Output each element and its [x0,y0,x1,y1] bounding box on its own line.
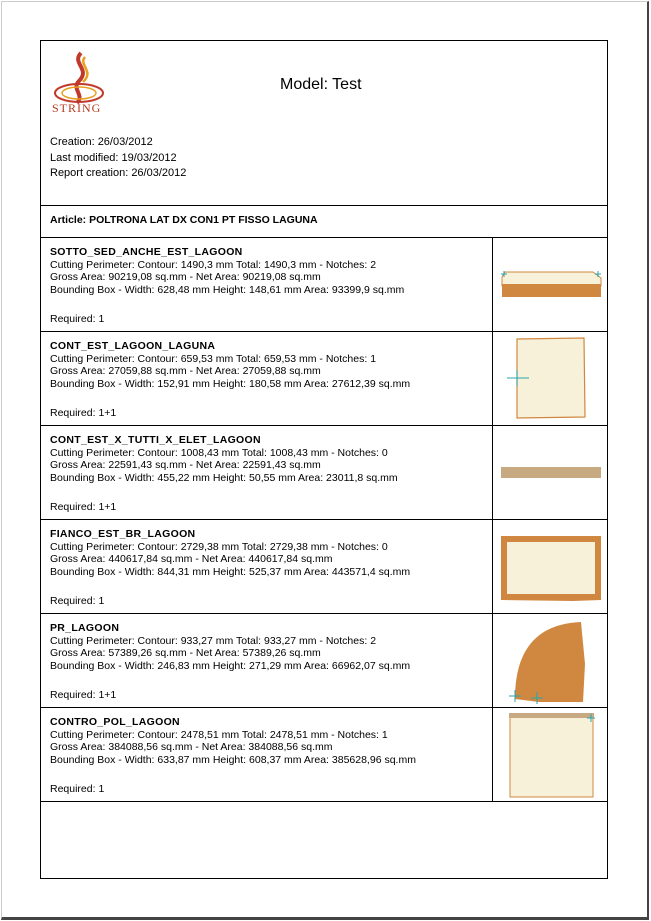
piece-row [41,708,607,802]
required-quantity: Required: 1+1 [50,407,117,419]
logo-wordmark: STRING [52,101,102,115]
piece-info [50,340,480,390]
piece-name: CONTRO_POL_LAGOON [50,716,180,728]
piece-shape-icon [493,708,609,802]
piece-name: CONT_EST_X_TUTTI_X_ELET_LAGOON [50,434,261,446]
last-modified-date: Last modified: 19/03/2012 [50,151,177,164]
bounding-box: Bounding Box - Width: 455,22 mm Height: 50,55 mm Area: 23011,8 sq.mm [50,471,398,484]
gross-area: Gross Area: 57389,26 sq.mm - Net Area: 57389,26 sq.mm [50,647,321,660]
piece-list [41,238,607,802]
cutting-perimeter: Cutting Perimeter: Contour: 933,27 mm Total: 933,27 mm - Notches: 2 [50,635,377,648]
piece-row [41,614,607,708]
piece-shape-icon [493,238,609,332]
piece-thumbnail [492,426,608,519]
report-header [41,41,607,206]
piece-shape-icon [493,426,609,520]
cutting-perimeter: Cutting Perimeter: Contour: 2729,38 mm Total: 2729,38 mm - Notches: 0 [50,541,388,554]
piece-thumbnail [492,708,608,801]
required-quantity: Required: 1+1 [50,501,117,513]
cutting-perimeter: Cutting Perimeter: Contour: 1008,43 mm Total: 1008,43 mm - Notches: 0 [50,447,388,460]
gross-area: Gross Area: 440617,84 sq.mm - Net Area: 440617,84 sq.mm [50,553,333,566]
piece-shape-icon [493,332,609,426]
piece-thumbnail [492,332,608,425]
piece-info [50,246,480,296]
gross-area: Gross Area: 384088,56 sq.mm - Net Area: 384088,56 sq.mm [50,741,333,754]
piece-name: CONT_EST_LAGOON_LAGUNA [50,340,216,352]
piece-row [41,332,607,426]
piece-info [50,434,480,484]
report-dates [50,135,186,182]
report-creation-date: Report creation: 26/03/2012 [50,167,187,179]
piece-name: PR_LAGOON [50,622,120,634]
gross-area: Gross Area: 90219,08 sq.mm - Net Area: 90219,08 sq.mm [50,271,321,284]
required-quantity: Required: 1 [50,595,105,607]
piece-thumbnail [492,520,608,613]
piece-thumbnail [492,614,608,707]
piece-thumbnail [492,238,608,331]
piece-info [50,716,480,766]
creation-date: Creation: 26/03/2012 [50,136,153,148]
piece-info [50,622,480,672]
piece-info [50,528,480,578]
piece-name: FIANCO_EST_BR_LAGOON [50,528,196,540]
bounding-box: Bounding Box - Width: 628,48 mm Height: 148,61 mm Area: 93399,9 sq.mm [50,283,405,296]
piece-name: SOTTO_SED_ANCHE_EST_LAGOON [50,246,243,258]
piece-row [41,238,607,332]
bounding-box: Bounding Box - Width: 152,91 mm Height: 180,58 mm Area: 27612,39 sq.mm [50,377,411,390]
page-title: Model: Test [280,76,362,93]
required-quantity: Required: 1 [50,783,105,795]
bounding-box: Bounding Box - Width: 633,87 mm Height: 608,37 mm Area: 385628,96 sq.mm [50,753,416,766]
required-quantity: Required: 1+1 [50,689,117,701]
cutting-perimeter: Cutting Perimeter: Contour: 659,53 mm Total: 659,53 mm - Notches: 1 [50,353,377,366]
report-sheet [40,40,608,879]
gross-area: Gross Area: 22591,43 sq.mm - Net Area: 22591,43 sq.mm [50,459,321,472]
cutting-perimeter: Cutting Perimeter: Contour: 1490,3 mm Total: 1490,3 mm - Notches: 2 [50,259,377,272]
required-quantity: Required: 1 [50,313,105,325]
piece-shape-icon [493,614,609,708]
article-heading: Article: POLTRONA LAT DX CON1 PT FISSO LAGUNA [41,206,607,238]
gross-area: Gross Area: 27059,88 sq.mm - Net Area: 27059,88 sq.mm [50,365,321,378]
bounding-box: Bounding Box - Width: 246,83 mm Height: 271,29 mm Area: 66962,07 sq.mm [50,659,411,672]
piece-shape-icon [493,520,609,614]
piece-row [41,426,607,520]
cutting-perimeter: Cutting Perimeter: Contour: 2478,51 mm Total: 2478,51 mm - Notches: 1 [50,729,388,742]
piece-row [41,520,607,614]
bounding-box: Bounding Box - Width: 844,31 mm Height: 525,37 mm Area: 443571,4 sq.mm [50,565,411,578]
